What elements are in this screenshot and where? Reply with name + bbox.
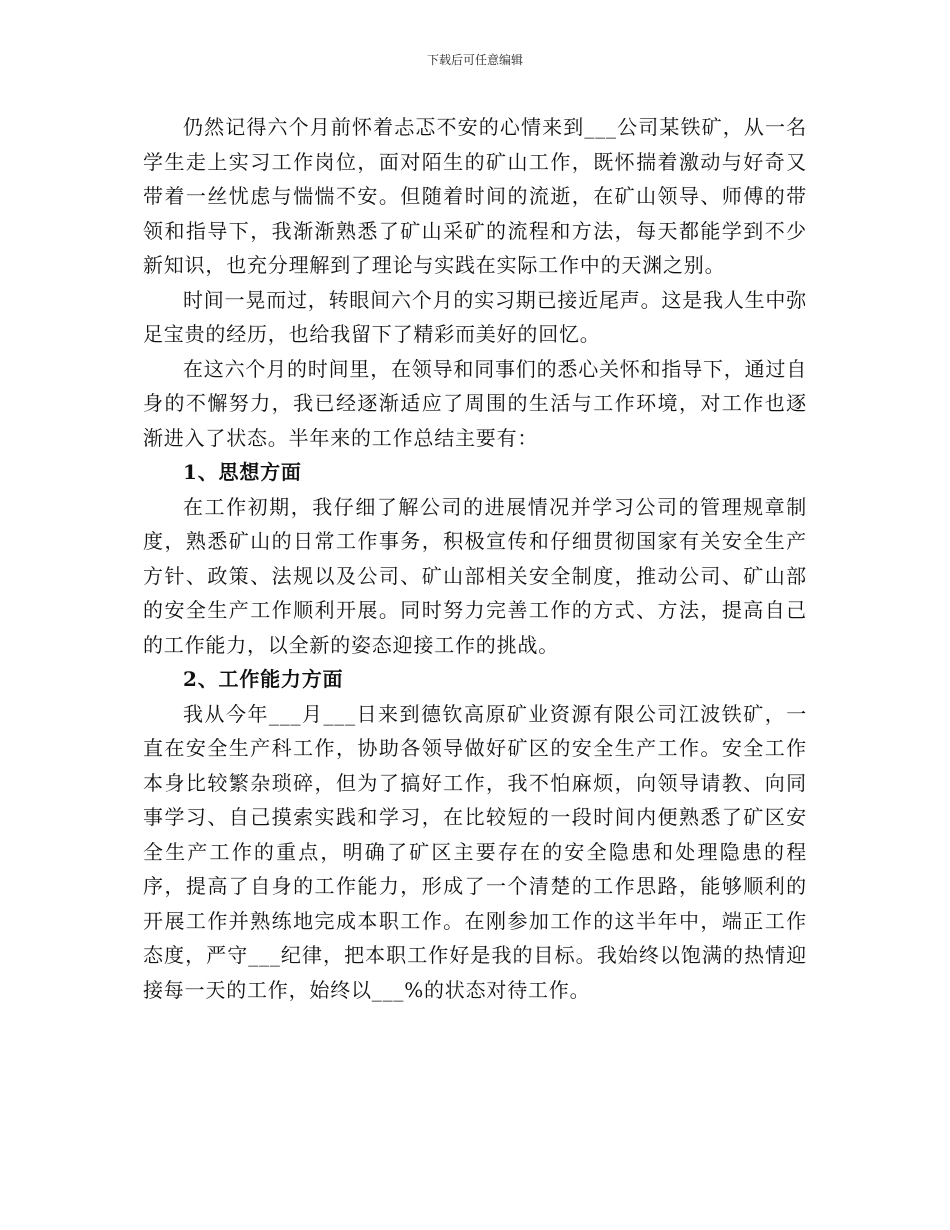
document-body <box>143 110 807 1007</box>
heading-thought: 1、思想方面 <box>183 460 302 484</box>
paragraph-ability: 我从今年___月___日来到德钦高原矿业资源有限公司江波铁矿，一直在安全生产科工作，协助各领导做好矿区的安全生产工作。安全工作本身比较繁杂琐碎，但为了搞好工作，我不怕麻烦，向领导请教、向同事学习、自己摸索实践和学习，在比较短的一段时间内便熟悉了矿区安全生产工作的重点，明确了矿区主要存在的安全隐患和处理隐患的程序，提高了自身的工作能力，形成了一个清楚的工作思路，能够顺利的开展工作并熟练地完成本职工作。在刚参加工作的这半年中，端正工作态度，严守___纪律，把本职工作好是我的目标。我始终以饱满的热情迎接每一天的工作，始终以___%的状态对待工作。 <box>143 701 807 1002</box>
paragraph-intro: 仍然记得六个月前怀着忐忑不安的心情来到___公司某铁矿，从一名学生走上实习工作岗位，面对陌生的矿山工作，既怀揣着激动与好奇又带着一丝忧虑与惴惴不安。但随着时间的流逝，在矿山领导、师傅的带领和指导下，我渐渐熟悉了矿山采矿的流程和方法，每天都能学到不少新知识，也充分理解到了理论与实践在实际工作中的天渊之别。 <box>143 115 807 277</box>
page-header: 下载后可任意编辑 <box>426 53 523 67</box>
heading-ability: 2、工作能力方面 <box>183 667 344 691</box>
paragraph-time: 时间一晃而过，转眼间六个月的实习期已接近尾声。这是我人生中弥足宝贵的经历，也给我留下了精彩而美好的回忆。 <box>143 287 807 346</box>
paragraph-summary: 在这六个月的时间里，在领导和同事们的悉心关怀和指导下，通过自身的不懈努力，我已经逐渐适应了周围的生活与工作环境，对工作也逐渐进入了状态。半年来的工作总结主要有： <box>143 356 807 450</box>
paragraph-thought: 在工作初期，我仔细了解公司的进展情况并学习公司的管理规章制度，熟悉矿山的日常工作事务，积极宣传和仔细贯彻国家有关安全生产方针、政策、法规以及公司、矿山部相关安全制度，推动公司、矿山部的安全生产工作顺利开展。同时努力完善工作的方式、方法，提高自己的工作能力，以全新的姿态迎接工作的挑战。 <box>143 494 807 657</box>
